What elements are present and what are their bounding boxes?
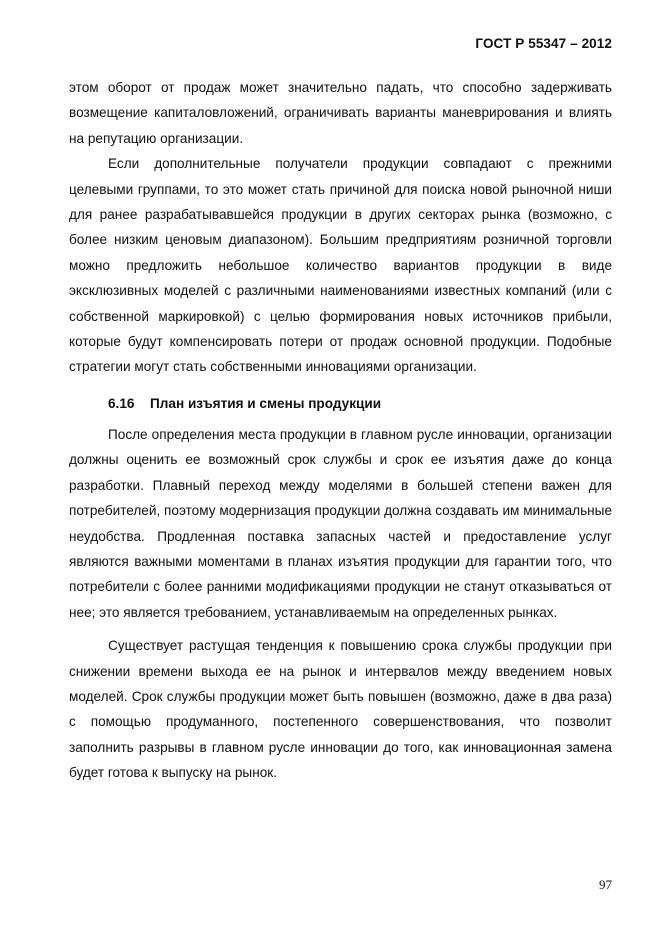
document-id-header: ГОСТ Р 55347 – 2012 bbox=[475, 36, 612, 51]
paragraph-continuation: этом оборот от продаж может значительно падать, что способно задерживать возмещение капиталовложений, ограничивать варианты маневрирования и влиять на репутацию организации. bbox=[69, 80, 612, 146]
page-number: 97 bbox=[599, 877, 612, 892]
paragraph-market-niche: Если дополнительные получатели продукции совпадают с прежними целевыми группами, то это может стать причиной для поиска новой рыночной ниши для ранее разрабатывавшейся продукции в других секторах рынка (возможно, с более низким ценовым диапазоном). Большим предприятиям розничной торговли можно предложить небольшое количество вариантов продукции в виде эксклюзивных моделей с различными наименованиями известных компаний (или с собственной маркировкой) с целью формирования новых источников прибыли, которые будут компенсировать потери от продаж основной продукции. Подобные стратегии могут стать собственными инновациями организации. bbox=[69, 156, 612, 375]
section-heading bbox=[69, 391, 612, 416]
paragraph-product-withdrawal: После определения места продукции в главном русле инновации, организации должны оценить ее возможный срок службы и срок ее изъятия даже до конца разработки. Плавный переход между моделями в большей степени важен для потребителей, поэтому модернизация продукции должна создавать им минимальные неудобства. Продленная поставка запасных частей и предоставление услуг являются важными моментами в планах изъятия продукции для гарантии того, что потребители с более ранними модификациями продукции не станут отказываться от нее; это является требованием, устанавливаемым на определенных рынках. bbox=[69, 426, 612, 620]
section-title: План изъятия и смены продукции bbox=[150, 395, 382, 411]
section-number: 6.16 bbox=[108, 395, 135, 411]
page-body bbox=[69, 75, 612, 786]
paragraph-service-life: Существует растущая тенденция к повышению срока службы продукции при снижении времени выхода ее на рынок и интервалов между введением новых моделей. Срок службы продукции может быть повышен (возможно, даже в два раза) с помощью продуманного, постепенного совершенствования, что позволит заполнить разрывы в главном русле инновации до того, как инновационная замена будет готова к выпуску на рынок. bbox=[69, 638, 612, 781]
